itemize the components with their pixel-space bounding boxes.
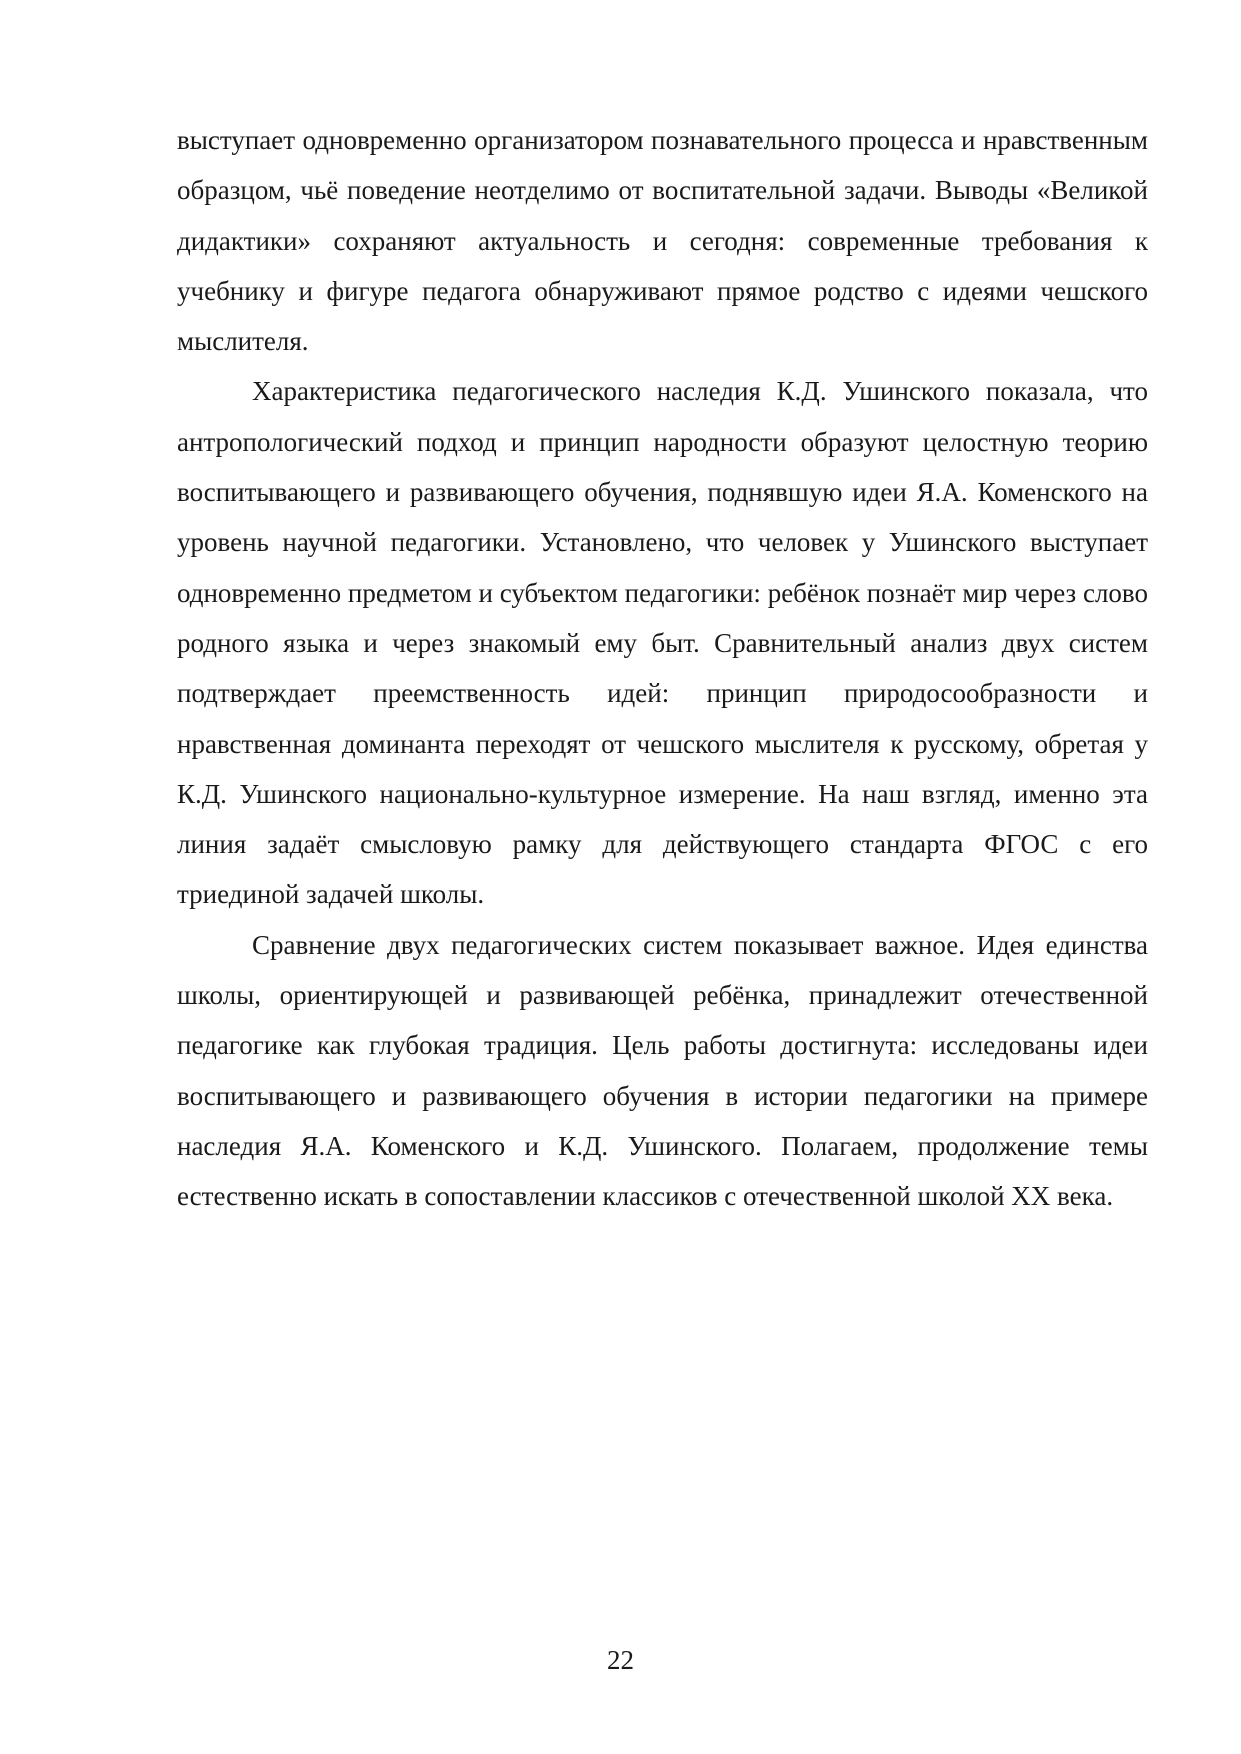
paragraph-ushinsky-heritage: Характеристика педагогического наследия К.Д. Ушинского показала, что антропологический подход и принцип народности образуют целостную теорию воспитывающего и развивающего обучения, поднявшую идеи Я.А. Коменского на уровень научной педагогики. Установлено, что человек у Ушинского выступает одновременно предметом и субъектом педагогики: ребёнок познаёт мир через слово родного языка и через знакомый ему быт. Сравнительный анализ двух систем подтверждает преемственность идей: принцип природосообразности и нравственная доминанта переходят от чешского мыслителя к русскому, обретая у К.Д. Ушинского национально-культурное измерение. На наш взгляд, именно эта линия задаёт смысловую рамку для действующего стандарта ФГОС с его триединой задачей школы. — [177, 376, 1148, 910]
paragraph-continued: выступает одновременно организатором познавательного процесса и нравственным образцом, чьё поведение неотделимо от воспитательной задачи. Выводы «Великой дидактики» сохраняют актуальность и сегодня: современные требования к учебнику и фигуре педагога обнаруживают прямое родство с идеями чешского мыслителя. — [177, 125, 1148, 357]
paragraph-conclusion: Сравнение двух педагогических систем показывает важное. Идея единства школы, ориентирующей и развивающей ребёнка, принадлежит отечественной педагогике как глубокая традиция. Цель работы достигнута: исследованы идеи воспитывающего и развивающего обучения в истории педагогики на примере наследия Я.А. Коменского и К.Д. Ушинского. Полагаем, продолжение темы естественно искать в сопоставлении классиков с отечественной школой XX века. — [177, 929, 1148, 1212]
page-number: 22 — [607, 1645, 634, 1675]
body-text — [177, 115, 1148, 1222]
